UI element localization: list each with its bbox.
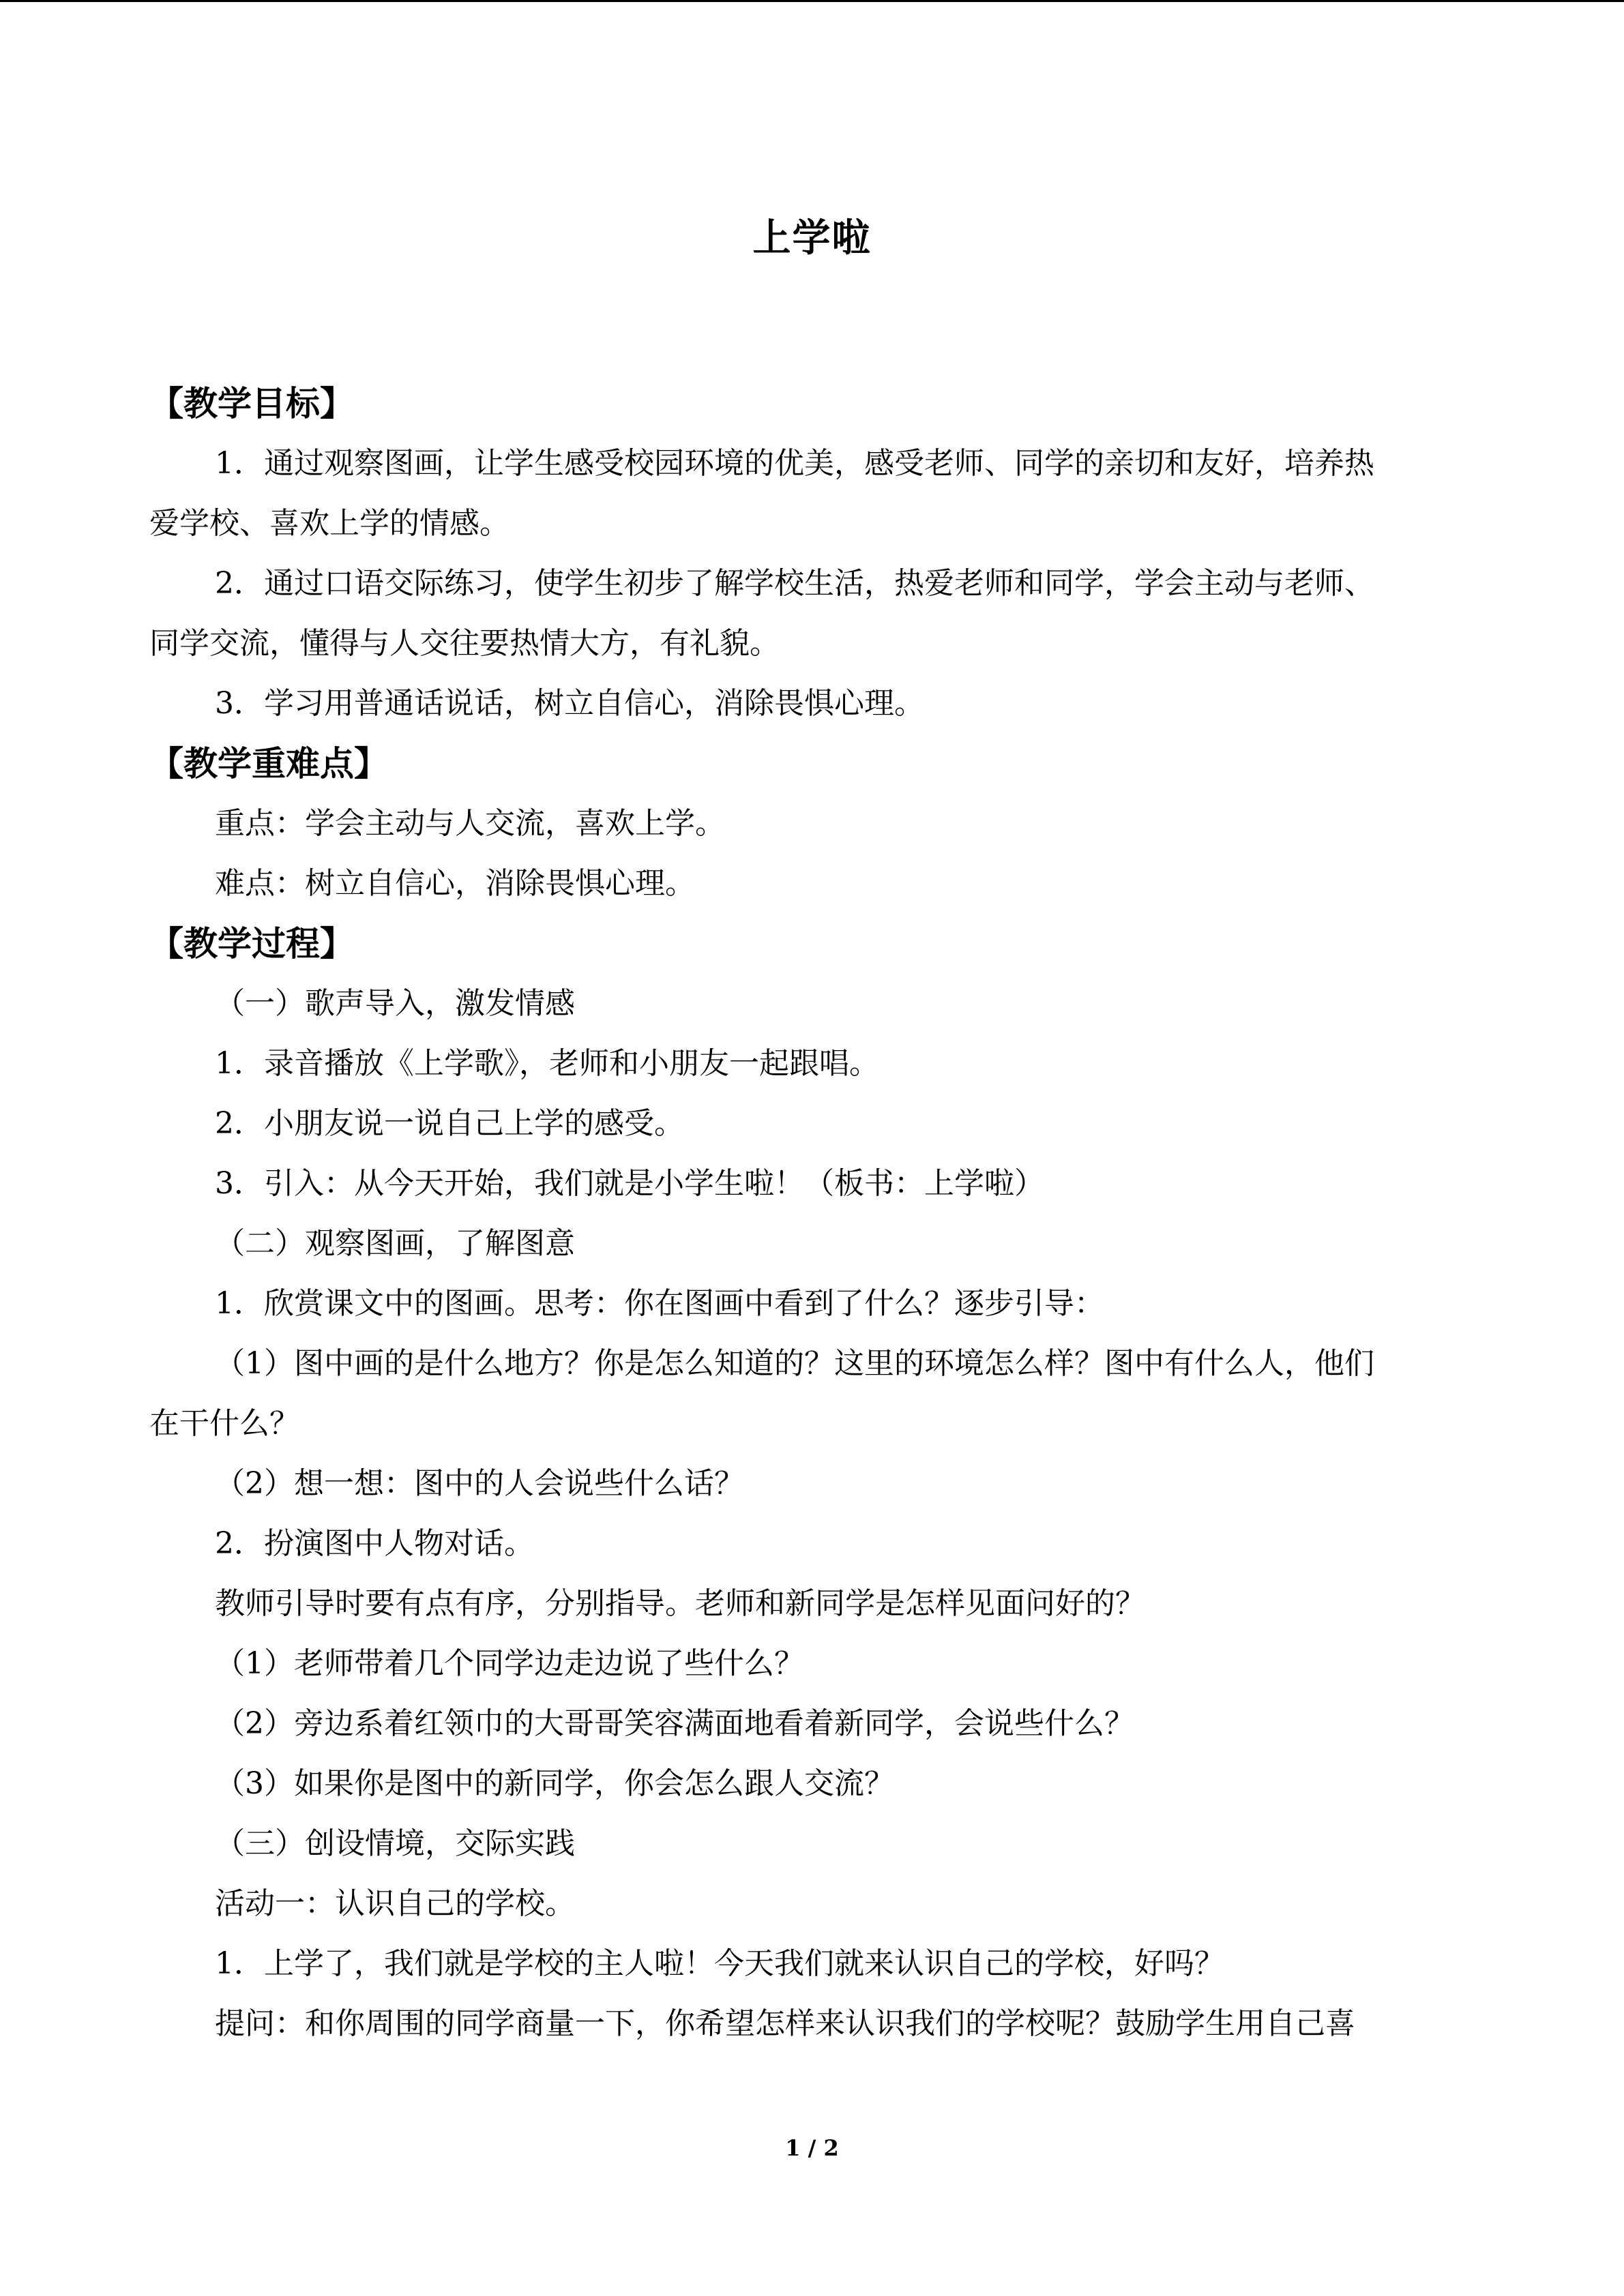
process-item: 2．小朋友说一说自己上学的感受。 <box>215 1106 684 1141</box>
goal-item-2: 2．通过口语交际练习，使学生初步了解学校生活，热爱老师和同学，学会主动与老师、 <box>215 566 1374 601</box>
process-item: 3．引入：从今天开始，我们就是小学生啦！（板书：上学啦） <box>215 1166 1044 1201</box>
process-item: 1．欣赏课文中的图画。思考：你在图画中看到了什么？逐步引导： <box>215 1286 1104 1321</box>
page-number: 1 / 2 <box>785 2135 839 2161</box>
process-item: 提问：和你周围的同学商量一下，你希望怎样来认识我们的学校呢？鼓励学生用自己喜 <box>215 2006 1355 2041</box>
process-item: （二）观察图画，了解图意 <box>215 1226 575 1261</box>
goal-item-3: 3．学习用普通话说话，树立自信心，消除畏惧心理。 <box>215 686 924 721</box>
process-item: 1．上学了，我们就是学校的主人啦！今天我们就来认识自己的学校，好吗？ <box>215 1946 1224 1981</box>
process-item: （1）图中画的是什么地方？你是怎么知道的？这里的环境怎么样？图中有什么人，他们 <box>215 1346 1374 1381</box>
top-border <box>0 0 1624 2</box>
process-item: （2）想一想：图中的人会说些什么话？ <box>215 1466 744 1501</box>
goal-item-2-cont: 同学交流，懂得与人交往要热情大方，有礼貌。 <box>149 626 780 661</box>
process-item: 教师引导时要有点有序，分别指导。老师和新同学是怎样见面问好的？ <box>215 1586 1145 1621</box>
page-title: 上学啦 <box>752 216 872 260</box>
process-item: （1）老师带着几个同学边走边说了些什么？ <box>215 1646 804 1681</box>
process-item: 活动一：认识自己的学校。 <box>215 1886 575 1921</box>
goal-item-1: 1．通过观察图画，让学生感受校园环境的优美，感受老师、同学的亲切和友好，培养热 <box>215 446 1374 481</box>
keypoint-item: 重点：学会主动与人交流，喜欢上学。 <box>215 806 725 841</box>
process-item: （3）如果你是图中的新同学，你会怎么跟人交流？ <box>215 1766 894 1801</box>
goal-item-1-cont: 爱学校、喜欢上学的情感。 <box>149 506 510 541</box>
section-heading-goals: 【教学目标】 <box>149 384 354 423</box>
process-item: （三）创设情境，交际实践 <box>215 1826 575 1861</box>
keypoint-item: 难点：树立自信心，消除畏惧心理。 <box>215 866 695 901</box>
section-heading-keypoints: 【教学重难点】 <box>149 744 388 784</box>
process-item: 2．扮演图中人物对话。 <box>215 1526 534 1561</box>
document-body <box>149 374 1479 2054</box>
process-item: 1．录音播放《上学歌》，老师和小朋友一起跟唱。 <box>215 1046 879 1081</box>
process-item: （2）旁边系着红领巾的大哥哥笑容满面地看着新同学，会说些什么？ <box>215 1706 1134 1741</box>
process-item: （一）歌声导入，激发情感 <box>215 986 575 1021</box>
section-heading-process: 【教学过程】 <box>149 924 354 964</box>
process-item-cont: 在干什么？ <box>149 1406 299 1441</box>
